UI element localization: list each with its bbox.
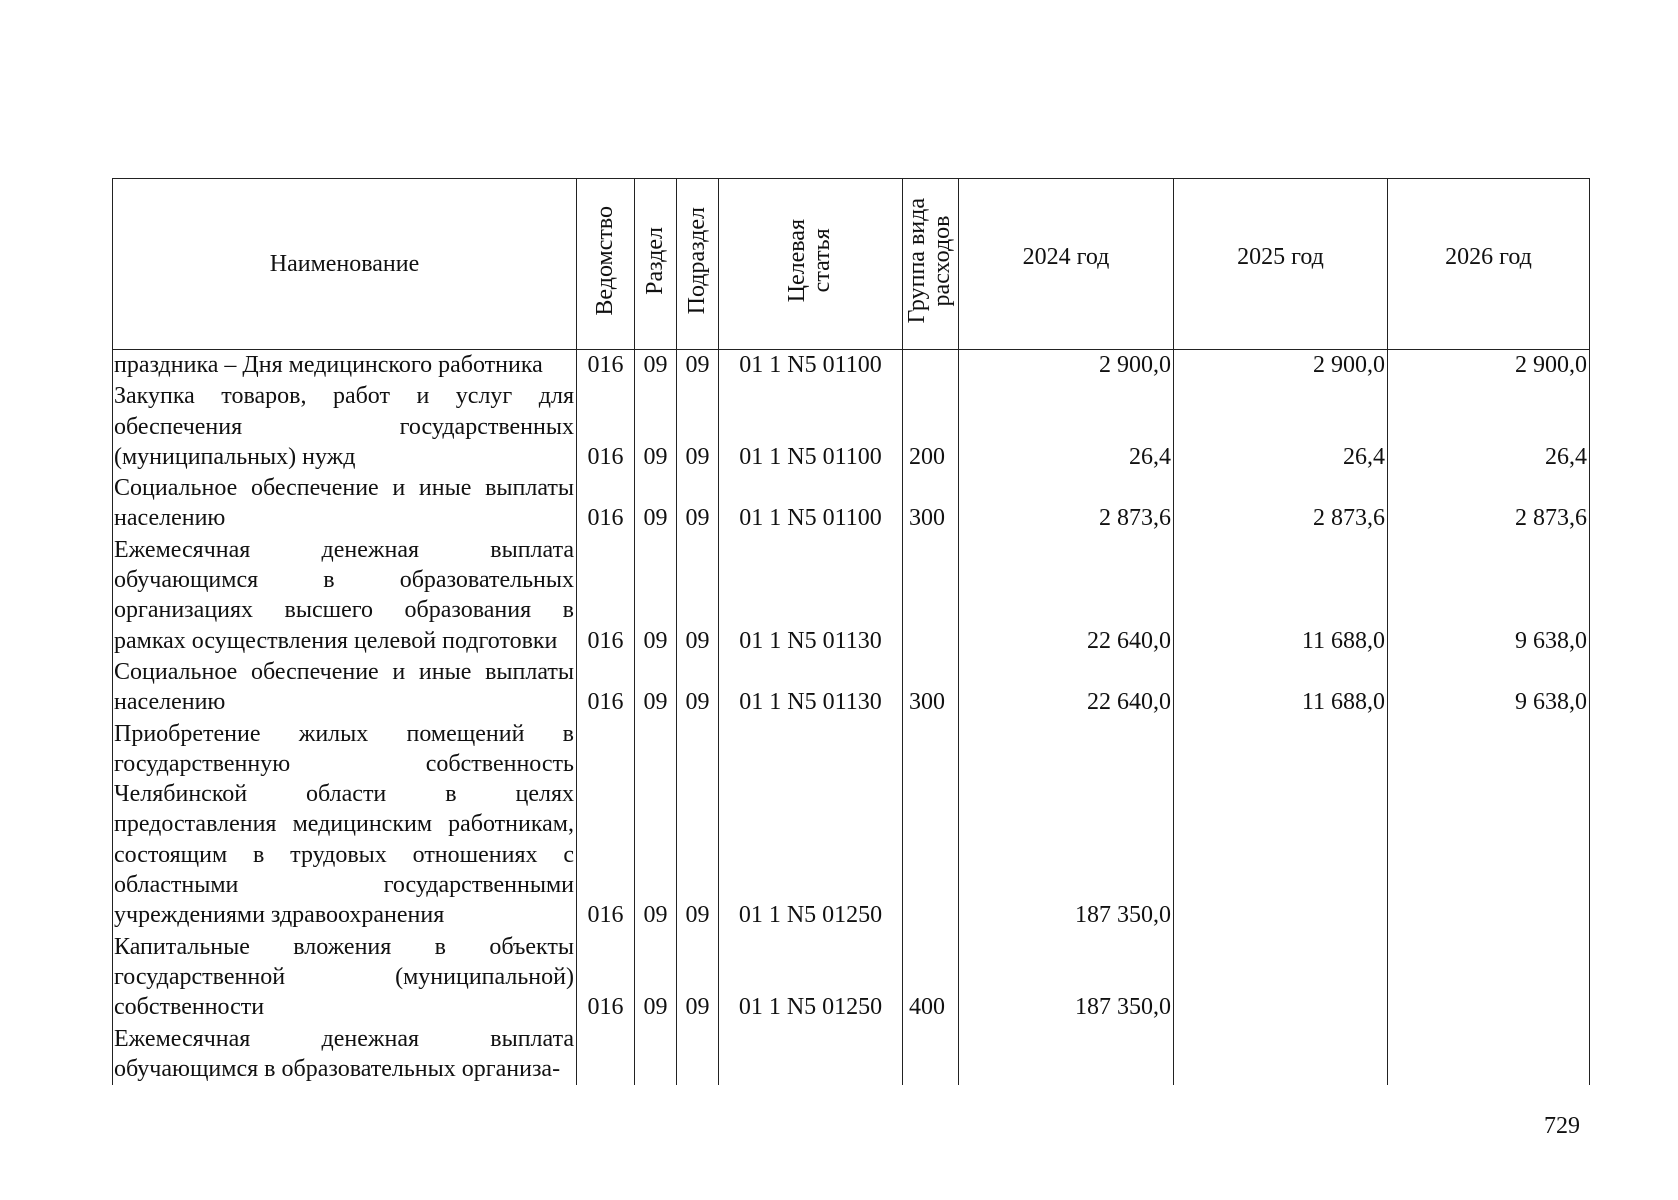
row-expense-group xyxy=(903,535,959,657)
header-subsection: Подраздел xyxy=(677,179,719,350)
row-amount-2025 xyxy=(1174,1024,1388,1086)
row-amount-2026: 2 900,0 xyxy=(1388,350,1590,382)
row-section: 09 xyxy=(635,350,677,382)
row-amount-2026 xyxy=(1388,1024,1590,1086)
row-department: 016 xyxy=(577,535,635,657)
row-department: 016 xyxy=(577,381,635,473)
header-expense-group: Группа вида расходов xyxy=(903,179,959,350)
row-expense-group xyxy=(903,350,959,382)
row-department: 016 xyxy=(577,719,635,932)
row-amount-2024: 26,4 xyxy=(959,381,1174,473)
row-section: 09 xyxy=(635,381,677,473)
header-section: Раздел xyxy=(635,179,677,350)
row-department: 016 xyxy=(577,657,635,719)
table-row xyxy=(113,932,1590,1024)
row-amount-2026 xyxy=(1388,719,1590,932)
row-target-article: 01 1 N5 01130 xyxy=(719,657,903,719)
table-header xyxy=(113,179,1590,350)
row-name: Ежемесячная денежная выплата обучающимся в образовательных организациях высшего образования в рамках осуществления целевой подготовки xyxy=(113,535,577,657)
row-section: 09 xyxy=(635,535,677,657)
row-expense-group: 200 xyxy=(903,381,959,473)
row-amount-2026 xyxy=(1388,932,1590,1024)
row-amount-2025: 11 688,0 xyxy=(1174,535,1388,657)
row-amount-2026: 9 638,0 xyxy=(1388,535,1590,657)
row-section: 09 xyxy=(635,719,677,932)
row-department: 016 xyxy=(577,350,635,382)
budget-table xyxy=(112,178,1590,1085)
row-subsection: 09 xyxy=(677,473,719,535)
row-target-article: 01 1 N5 01100 xyxy=(719,381,903,473)
header-department: Ведомство xyxy=(577,179,635,350)
row-amount-2025: 2 873,6 xyxy=(1174,473,1388,535)
row-amount-2026: 26,4 xyxy=(1388,381,1590,473)
row-amount-2025 xyxy=(1174,932,1388,1024)
header-year-2025: 2025 год xyxy=(1174,179,1388,350)
row-target-article xyxy=(719,1024,903,1086)
row-section xyxy=(635,1024,677,1086)
row-section: 09 xyxy=(635,932,677,1024)
row-department xyxy=(577,1024,635,1086)
table-row xyxy=(113,350,1590,382)
table-row xyxy=(113,719,1590,932)
row-amount-2026: 2 873,6 xyxy=(1388,473,1590,535)
row-target-article: 01 1 N5 01250 xyxy=(719,719,903,932)
row-target-article: 01 1 N5 01130 xyxy=(719,535,903,657)
row-amount-2024: 2 900,0 xyxy=(959,350,1174,382)
row-expense-group: 400 xyxy=(903,932,959,1024)
row-amount-2025: 11 688,0 xyxy=(1174,657,1388,719)
row-amount-2024: 22 640,0 xyxy=(959,657,1174,719)
row-subsection: 09 xyxy=(677,350,719,382)
row-amount-2026: 9 638,0 xyxy=(1388,657,1590,719)
row-expense-group: 300 xyxy=(903,473,959,535)
row-expense-group xyxy=(903,1024,959,1086)
header-year-2026: 2026 год xyxy=(1388,179,1590,350)
row-expense-group: 300 xyxy=(903,657,959,719)
row-amount-2025: 2 900,0 xyxy=(1174,350,1388,382)
table-row xyxy=(113,535,1590,657)
row-expense-group xyxy=(903,719,959,932)
row-name: Социальное обеспечение и иные выплаты населению xyxy=(113,473,577,535)
row-name: Приобретение жилых помещений в государственную собственность Челябинской области в целях предоставления медицинским работникам, состоящим в трудовых отношениях с областными государственными учреждениями здравоохранения xyxy=(113,719,577,932)
row-department: 016 xyxy=(577,473,635,535)
row-amount-2024: 22 640,0 xyxy=(959,535,1174,657)
row-amount-2025 xyxy=(1174,719,1388,932)
row-amount-2025: 26,4 xyxy=(1174,381,1388,473)
row-target-article: 01 1 N5 01100 xyxy=(719,473,903,535)
row-target-article: 01 1 N5 01250 xyxy=(719,932,903,1024)
row-name: праздника – Дня медицинского работника xyxy=(113,350,577,382)
table-row xyxy=(113,1024,1590,1086)
table-row xyxy=(113,473,1590,535)
row-subsection xyxy=(677,1024,719,1086)
row-amount-2024: 187 350,0 xyxy=(959,932,1174,1024)
row-name: Ежемесячная денежная выплата обучающимся в образовательных организа- xyxy=(113,1024,577,1086)
row-subsection: 09 xyxy=(677,657,719,719)
row-amount-2024: 2 873,6 xyxy=(959,473,1174,535)
table-row xyxy=(113,381,1590,473)
table-body xyxy=(113,350,1590,1086)
table-row xyxy=(113,657,1590,719)
header-year-2024: 2024 год xyxy=(959,179,1174,350)
row-section: 09 xyxy=(635,657,677,719)
row-name: Закупка товаров, работ и услуг для обеспечения государственных (муниципальных) нужд xyxy=(113,381,577,473)
row-name: Социальное обеспечение и иные выплаты населению xyxy=(113,657,577,719)
row-name: Капитальные вложения в объекты государственной (муниципальной) собственности xyxy=(113,932,577,1024)
row-amount-2024: 187 350,0 xyxy=(959,719,1174,932)
row-subsection: 09 xyxy=(677,535,719,657)
row-subsection: 09 xyxy=(677,932,719,1024)
row-department: 016 xyxy=(577,932,635,1024)
page-number: 729 xyxy=(1544,1113,1580,1139)
row-amount-2024 xyxy=(959,1024,1174,1086)
row-subsection: 09 xyxy=(677,381,719,473)
row-subsection: 09 xyxy=(677,719,719,932)
row-section: 09 xyxy=(635,473,677,535)
header-name: Наименование xyxy=(113,179,577,350)
row-target-article: 01 1 N5 01100 xyxy=(719,350,903,382)
header-target-article: Целевая статья xyxy=(719,179,903,350)
